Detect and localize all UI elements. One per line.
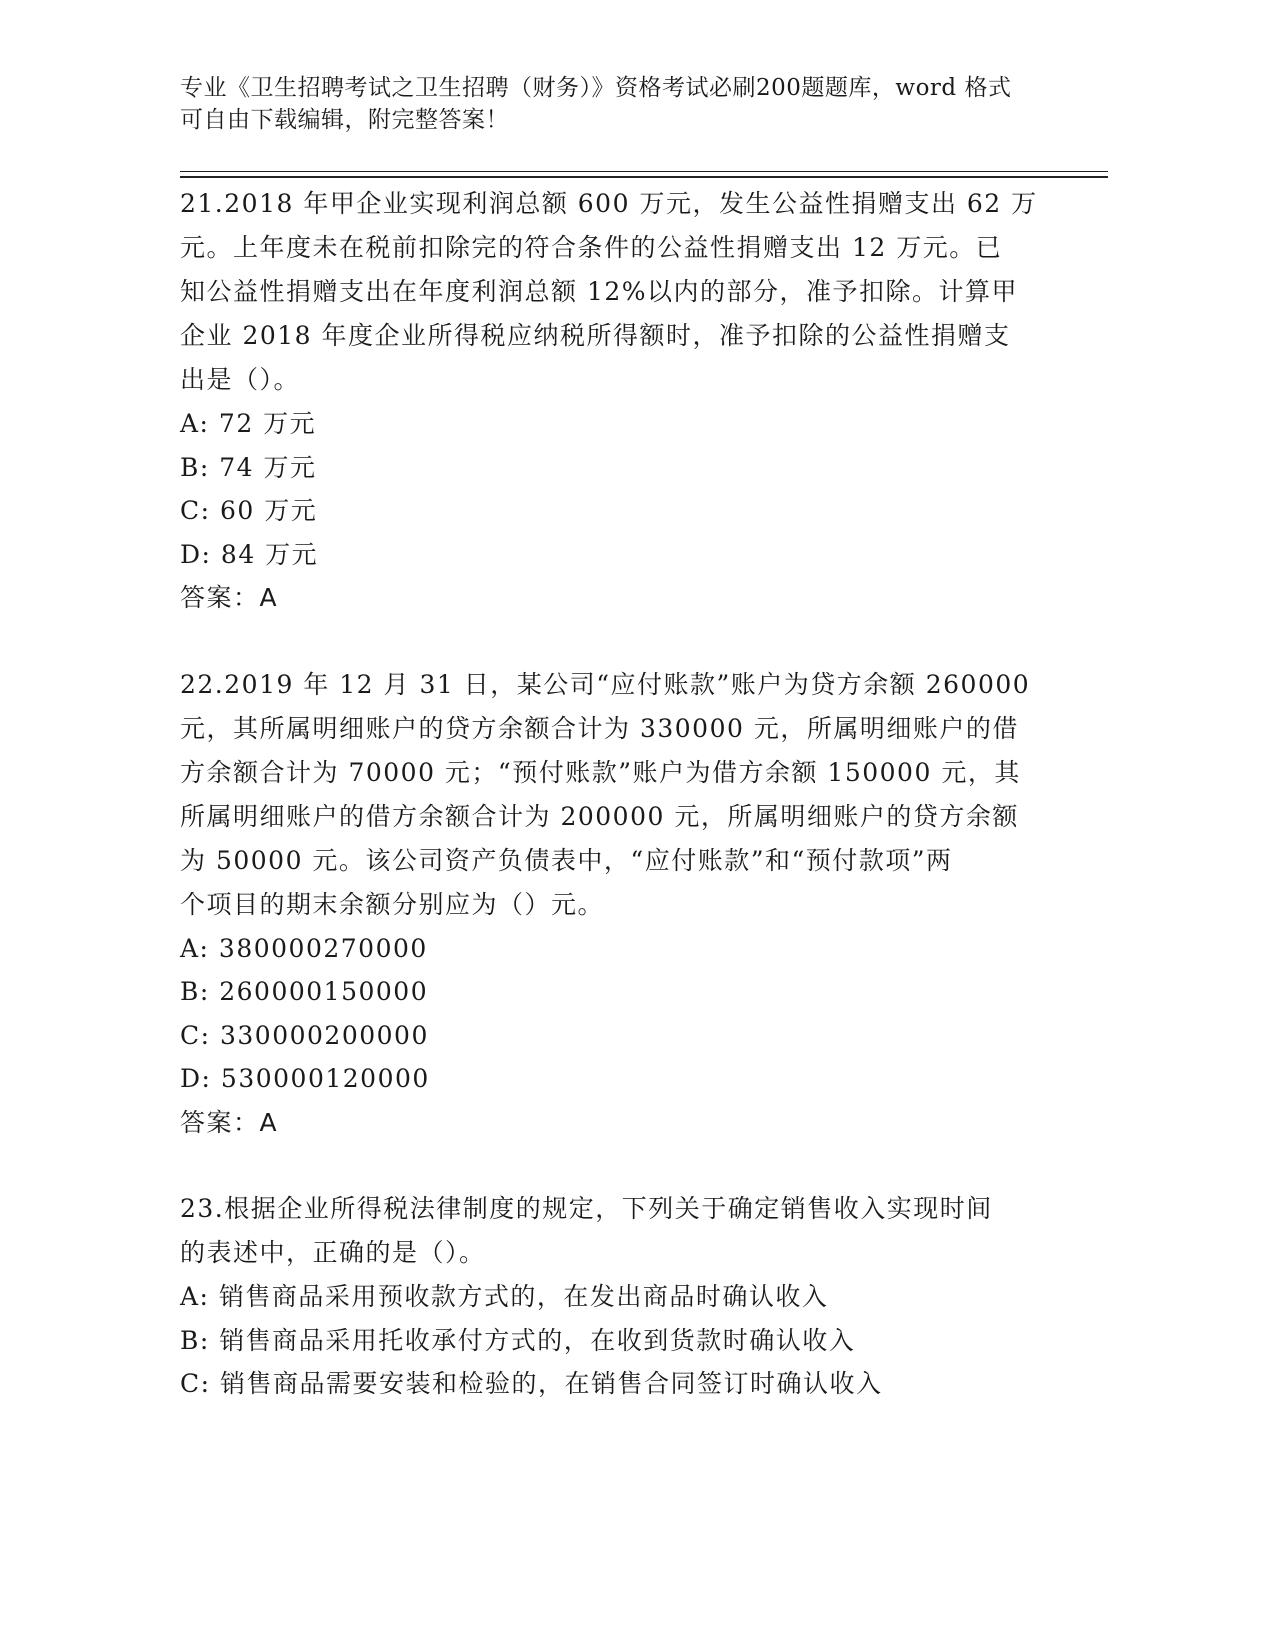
stem-line: 个项目的期末余额分别应为（）元。 xyxy=(180,889,605,919)
question-21 xyxy=(180,182,1040,620)
stem-line: 知公益性捐赠支出在年度利润总额 12%以内的部分，准予扣除。计算甲 xyxy=(180,277,1019,306)
stem-line: 为 50000 元。该公司资产负债表中，“应付账款”和“预付款项”两 xyxy=(180,845,953,875)
header-divider-thin xyxy=(180,171,1108,172)
stem-line: 方余额合计为 70000 元；“预付账款”账户为借方余额 150000 元，其 xyxy=(180,757,1021,787)
stem-line: 所属明细账户的借方余额合计为 200000 元，所属明细账户的贷方余额 xyxy=(180,801,1019,831)
option-c: C: 销售商品需要安装和检验的，在销售合同签订时确认收入 xyxy=(180,1369,883,1398)
answer: 答案：A xyxy=(180,583,279,612)
stem-line: 的表述中，正确的是（）。 xyxy=(180,1238,486,1267)
stem-line: 21.2018 年甲企业实现利润总额 600 万元，发生公益性捐赠支出 62 万 xyxy=(180,189,1038,218)
spacer xyxy=(180,1144,1040,1187)
option-a: A: 72 万元 xyxy=(180,409,317,438)
option-a: A: 380000270000 xyxy=(180,933,428,963)
option-c: C: 330000200000 xyxy=(180,1020,429,1050)
header-divider-thick xyxy=(180,176,1108,178)
header-line-2: 可自由下载编辑，附完整答案！ xyxy=(180,107,509,133)
answer: 答案：A xyxy=(180,1107,279,1137)
question-stem xyxy=(180,663,1040,927)
stem-line: 22.2019 年 12 月 31 日，某公司“应付账款”账户为贷方余额 260000 xyxy=(180,669,1031,699)
spacer xyxy=(180,620,1040,663)
question-list xyxy=(180,182,1040,1406)
question-23 xyxy=(180,1187,1040,1406)
document-header xyxy=(180,72,1060,136)
question-stem xyxy=(180,1187,1040,1275)
option-b: B: 销售商品采用托收承付方式的，在收到货款时确认收入 xyxy=(180,1325,856,1355)
question-stem xyxy=(180,182,1040,402)
option-a: A: 销售商品采用预收款方式的，在发出商品时确认收入 xyxy=(180,1282,829,1311)
stem-line: 企业 2018 年度企业所得税应纳税所得额时，准予扣除的公益性捐赠支 xyxy=(180,321,1011,350)
option-d: D: 530000120000 xyxy=(180,1064,430,1093)
option-b: B: 260000150000 xyxy=(180,977,429,1006)
question-22 xyxy=(180,663,1040,1145)
option-d: D: 84 万元 xyxy=(180,539,319,569)
stem-line: 23.根据企业所得税法律制度的规定，下列关于确定销售收入实现时间 xyxy=(180,1194,993,1223)
option-c: C: 60 万元 xyxy=(180,496,318,525)
option-b: B: 74 万元 xyxy=(180,452,317,482)
stem-line: 元。上年度未在税前扣除完的符合条件的公益性捐赠支出 12 万元。已 xyxy=(180,233,1003,262)
header-line-1: 专业《卫生招聘考试之卫生招聘（财务）》资格考试必刷200题题库，word 格式 xyxy=(180,75,1012,101)
stem-line: 元，其所属明细账户的贷方余额合计为 330000 元，所属明细账户的借 xyxy=(180,713,1019,743)
stem-line: 出是（）。 xyxy=(180,365,301,394)
